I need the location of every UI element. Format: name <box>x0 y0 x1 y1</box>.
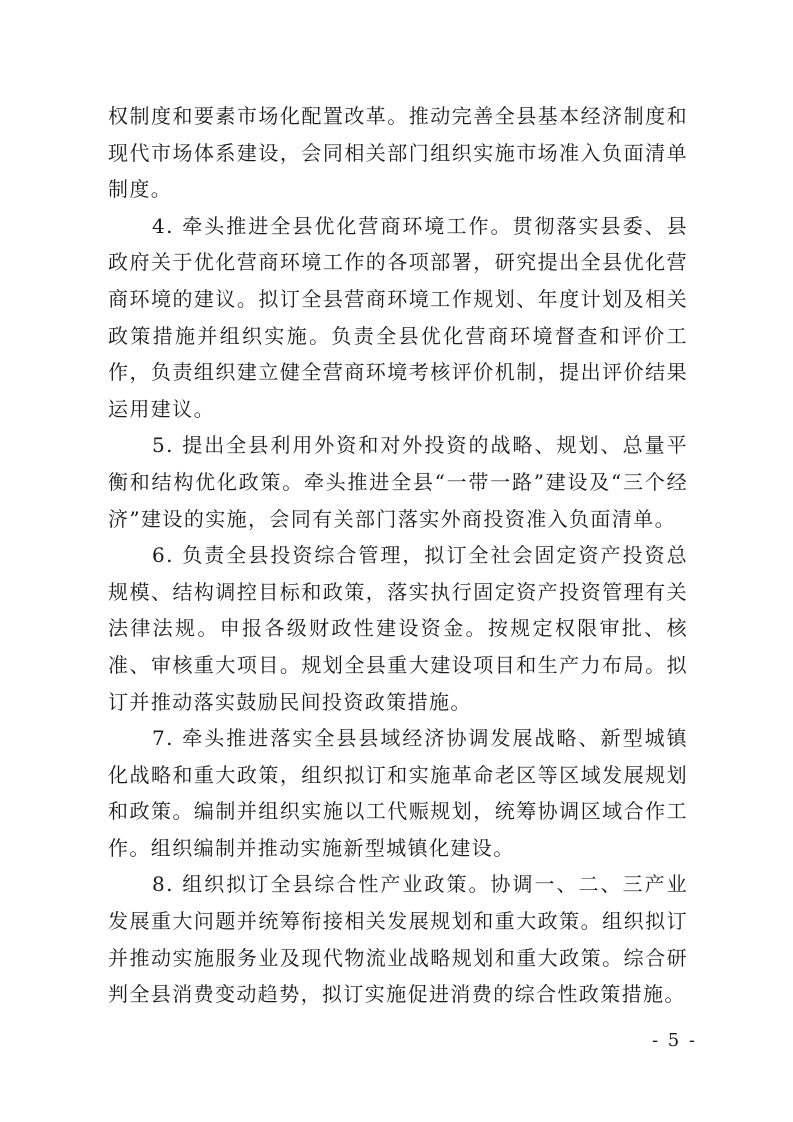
paragraph-item-7: 7. 牵头推进落实全县县域经济协调发展战略、新型城镇化战略和重大政策，组织拟订和实施革命老区等区域发展规划和政策。编制并组织实施以工代赈规划，统筹协调区域合作工作。组织编制并推动实施新型城镇化建设。 <box>108 726 688 860</box>
paragraph-item-8: 8. 组织拟订全县综合性产业政策。协调一、二、三产业发展重大问题并统筹衔接相关发展规划和重大政策。组织拟订并推动实施服务业及现代物流业战略规划和重大政策。综合研判全县消费变动趋势，拟订实施促进消费的综合性政策措施。 <box>108 872 688 1007</box>
paragraph-continuation: 权制度和要素市场化配置改革。推动完善全县基本经济制度和现代市场体系建设，会同相关部门组织实施市场准入负面清单制度。 <box>108 104 688 202</box>
paragraph-item-4: 4. 牵头推进全县优化营商环境工作。贯彻落实县委、县政府关于优化营商环境工作的各项部署，研究提出全县优化营商环境的建议。拟订全县营商环境工作规划、年度计划及相关政策措施并组织实施。负责全县优化营商环境督查和评价工作，负责组织建立健全营商环境考核评价机制，提出评价结果运用建议。 <box>108 213 688 421</box>
paragraph-item-6: 6. 负责全县投资综合管理，拟订全社会固定资产投资总规模、结构调控目标和政策，落实执行固定资产投资管理有关法律法规。申报各级财政性建设资金。按规定权限审批、核准、审核重大项目。规划全县重大建设项目和生产力布局。拟订并推动落实鼓励民间投资政策措施。 <box>108 543 688 714</box>
document-body <box>108 98 688 1013</box>
paragraph-item-5: 5. 提出全县利用外资和对外投资的战略、规划、总量平衡和结构优化政策。牵头推进全县“一带一路”建设及“三个经济”建设的实施，会同有关部门落实外商投资准入负面清单。 <box>108 433 688 531</box>
page-number: - 5 - <box>651 1030 697 1051</box>
